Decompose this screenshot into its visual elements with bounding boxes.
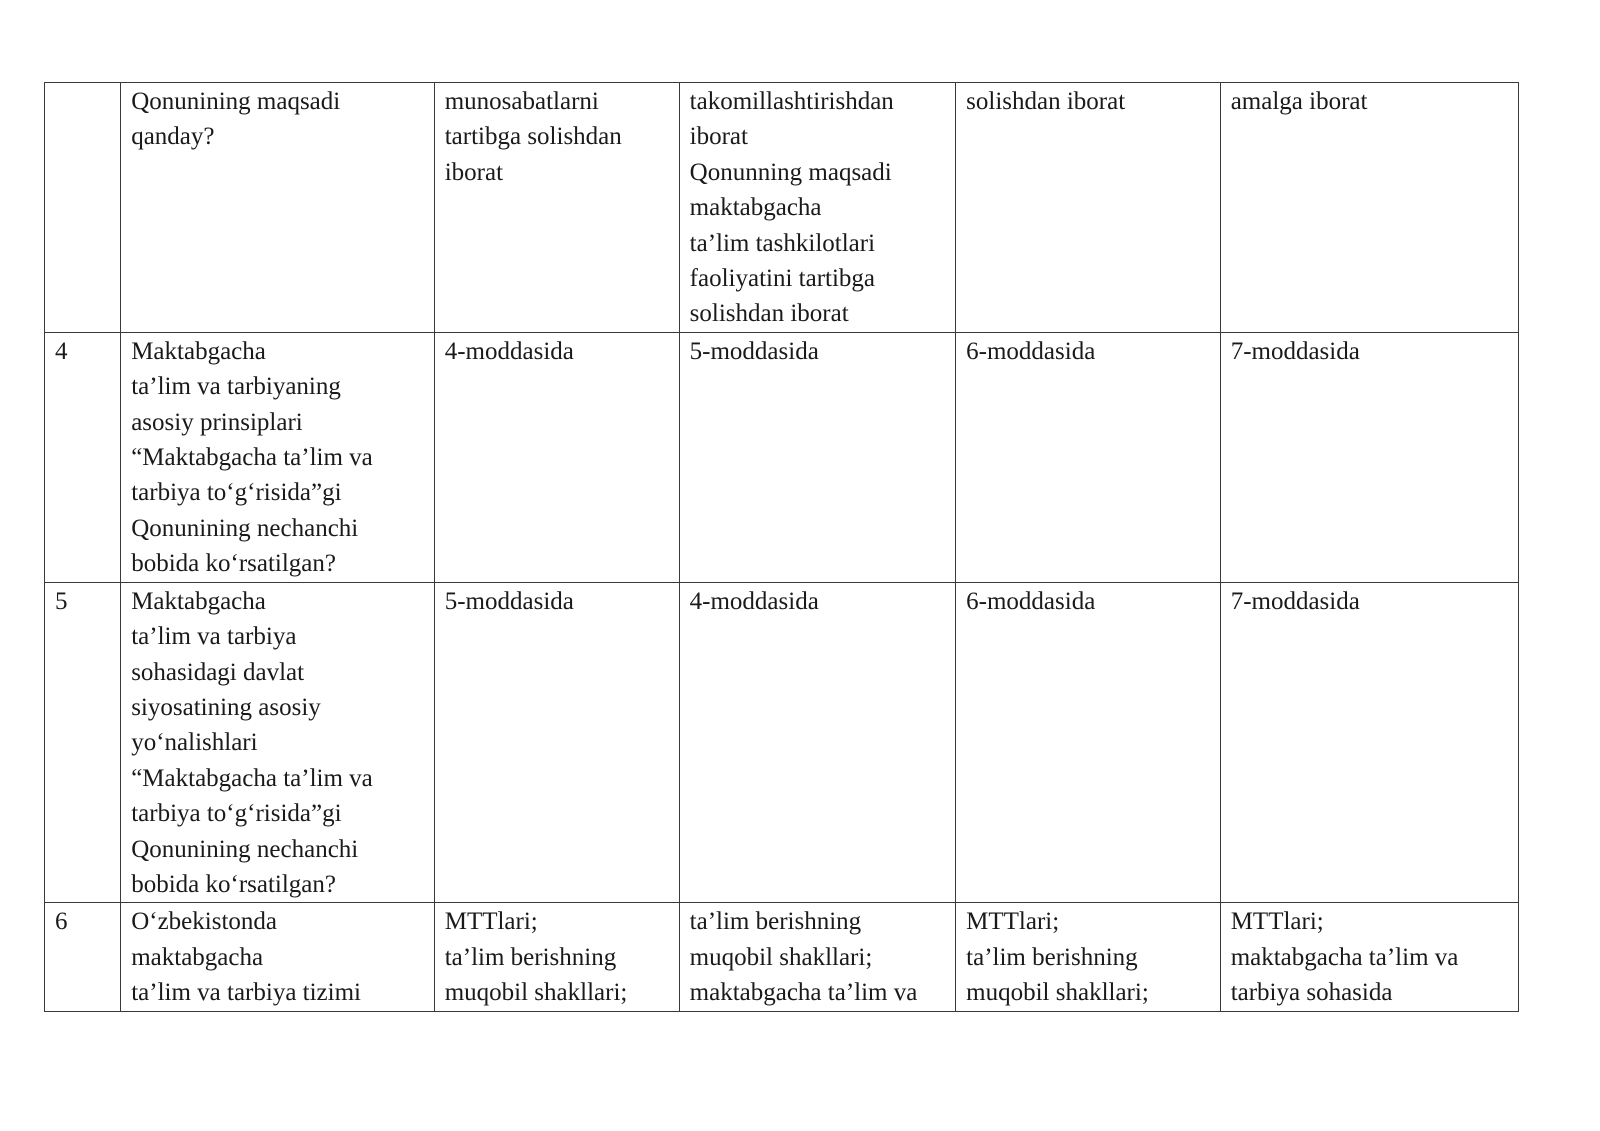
row-number-cell [45,83,121,333]
table-row [45,332,1519,582]
answer-a-cell: munosabatlarni tartibga solishdan iborat [434,83,679,333]
quiz-table [44,82,1519,1012]
row-number-cell: 5 [45,582,121,903]
question-cell: Maktabgacha ta’lim va tarbiya sohasidagi davlat siyosatining asosiy yo‘nalishlari “Maktabgacha ta’lim va tarbiya to‘g‘risida”gi Qonunining nechanchi bobida ko‘rsatilgan? [121,582,435,903]
question-cell: O‘zbekistonda maktabgacha ta’lim va tarbiya tizimi [121,903,435,1011]
answer-d-cell: 7-moddasida [1220,582,1518,903]
table-row [45,83,1519,333]
answer-d-cell: MTTlari; maktabgacha ta’lim va tarbiya sohasida [1220,903,1518,1011]
answer-c-cell: MTTlari; ta’lim berishning muqobil shakllari; [956,903,1221,1011]
answer-a-cell: 4-moddasida [434,332,679,582]
question-cell: Maktabgacha ta’lim va tarbiyaning asosiy prinsiplari “Maktabgacha ta’lim va tarbiya to‘g‘risida”gi Qonunining nechanchi bobida ko‘rsatilgan? [121,332,435,582]
answer-c-cell: 6-moddasida [956,332,1221,582]
answer-b-cell: ta’lim berishning muqobil shakllari; maktabgacha ta’lim va [679,903,956,1011]
row-number-cell: 4 [45,332,121,582]
answer-b-cell: 5-moddasida [679,332,956,582]
answer-c-cell: 6-moddasida [956,582,1221,903]
table-row [45,903,1519,1011]
answer-b-cell: takomillashtirishdan iborat Qonunning maqsadi maktabgacha ta’lim tashkilotlari faoliyatini tartibga solishdan iborat [679,83,956,333]
answer-a-cell: 5-moddasida [434,582,679,903]
row-number-cell: 6 [45,903,121,1011]
answer-b-cell: 4-moddasida [679,582,956,903]
answer-d-cell: 7-moddasida [1220,332,1518,582]
table-row [45,582,1519,903]
answer-a-cell: MTTlari; ta’lim berishning muqobil shakllari; [434,903,679,1011]
answer-c-cell: solishdan iborat [956,83,1221,333]
question-cell: Qonunining maqsadi qanday? [121,83,435,333]
answer-d-cell: amalga iborat [1220,83,1518,333]
